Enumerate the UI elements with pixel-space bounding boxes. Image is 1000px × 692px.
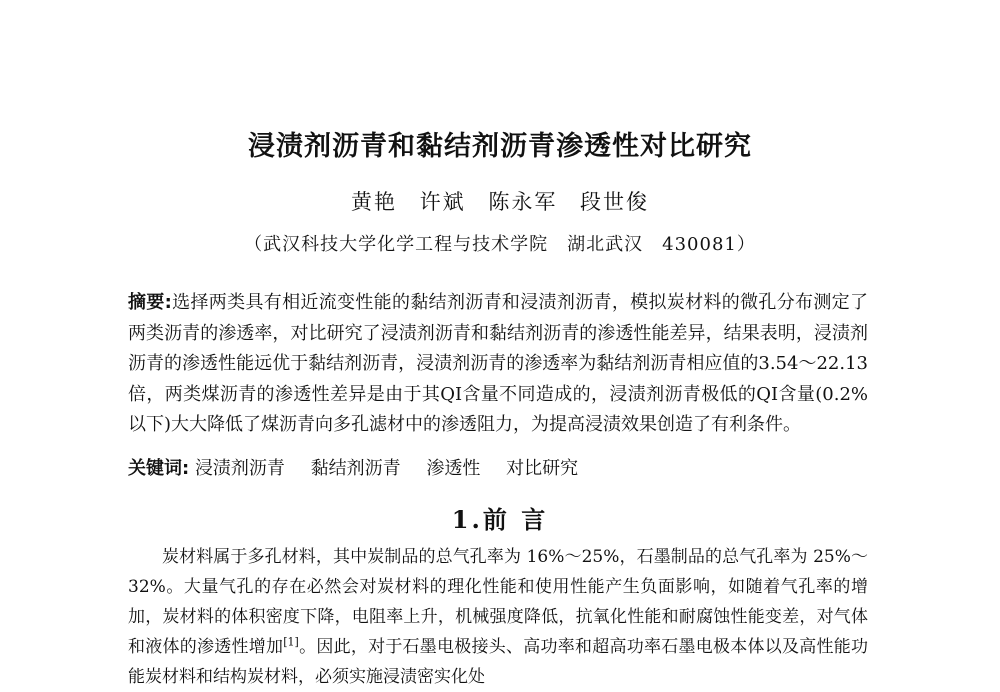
keyword: 浸渍剂沥青: [194, 458, 285, 479]
author-list: 黄艳 许斌 陈永军 段世俊: [350, 190, 650, 214]
abstract-text: 选择两类具有相近流变性能的黏结剂沥青和浸渍剂沥青，模拟炭材料的微孔分布测定了两类沥青的渗透率，对比研究了浸渍剂沥青和黏结剂沥青的渗透性能差异，结果表明，浸渍剂沥青的渗透性能远优于黏结剂沥青，浸渍剂沥青的渗透率为黏结剂沥青相应值的3.54～22.13倍，两类煤沥青的渗透性差异是由于其QI含量不同造成的，浸渍剂沥青极低的QI含量(0.2%以下)大大降低了煤沥青向多孔滤材中的渗透阻力，为提高浸渍效果创造了有利条件。: [128, 292, 868, 435]
intro-text: 炭材料属于多孔材料，其中炭制品的总气孔率为 16%～25%，石墨制品的总气孔率为 25%～32%。大量气孔的存在必然会对炭材料的理化性能和使用性能产生负面影响，如随着气孔率的增加，炭材料的体积密度下降，电阻率上升，机械强度降低，抗氧化性能和耐腐蚀性能变差，对气体和液体的渗透性增加: [128, 547, 868, 657]
citation-ref: [1]: [283, 635, 299, 649]
keyword: 对比研究: [506, 458, 579, 479]
keyword: 渗透性: [426, 458, 481, 479]
affiliation: （武汉科技大学化学工程与技术学院 湖北武汉 430081）: [244, 234, 756, 255]
paper-title: 浸渍剂沥青和黏结剂沥青渗透性对比研究: [248, 131, 752, 162]
abstract-label: 摘要:: [128, 292, 172, 313]
abstract: [128, 288, 868, 441]
section-heading: 1.前 言: [451, 505, 549, 534]
intro-text-continued: 。因此，对于石墨电极接头、高功率和超高功率石墨电极本体以及高性能功能炭材料和结构炭材料，必须实施浸渍密实化处: [128, 637, 869, 687]
intro-paragraph: [128, 542, 868, 692]
keywords-label: 关键词:: [128, 458, 190, 479]
keyword: 黏结剂沥青: [310, 458, 401, 479]
keywords: [128, 454, 868, 484]
